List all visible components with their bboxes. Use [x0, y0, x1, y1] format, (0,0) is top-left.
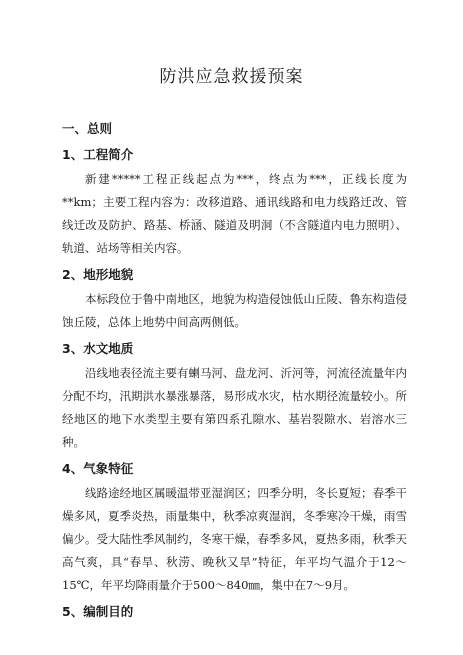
paragraph-terrain: 本标段位于鲁中南地区，地貌为构造侵蚀低山丘陵、鲁东构造侵蚀丘陵，总体上地势中间高两侧低。 [62, 292, 407, 329]
subheading-project-overview: 1、工程简介 [62, 147, 134, 162]
paragraph-hydrogeology: 沿线地表径流主要有蝲马河、盘龙河、沂河等，河流径流量年内分配不均，汛期洪水暴涨暴落，易形成水灾，枯水期径流量较小。所经地区的地下水类型主要有第四系孔隙水、基岩裂隙水、岩溶水三种。 [62, 366, 407, 449]
subheading-climate: 4、气象特征 [62, 461, 134, 476]
subheading-purpose: 5、编制目的 [62, 604, 134, 619]
subheading-terrain: 2、地形地貌 [62, 267, 134, 282]
document-body [62, 118, 407, 625]
subheading-hydrogeology: 3、水文地质 [62, 341, 134, 356]
paragraph-climate: 线路途经地区属暖温带亚湿润区；四季分明，冬长夏短；春季干燥多风，夏季炎热，雨量集中，秋季凉爽湿润，冬季寒冷干燥，雨雪偏少。受大陆性季风制约，冬寒干燥，春季多风，夏热多雨，秋季天高气爽，具“春旱、秋涝、晚秋又旱”特征，年平均气温介于12～15℃，年平均降雨量介于500～840㎜，集中在7～9月。 [62, 486, 407, 592]
section-heading-general: 一、总则 [62, 121, 113, 136]
paragraph-project-overview: 新建*****工程正线起点为***，终点为***，正线长度为**km；主要工程内容为：改移道路、通讯线路和电力线路迁改、管线迁改及防护、路基、桥涵、隧道及明洞（不含隧道内电力照明）、轨道、站场等相关内容。 [62, 172, 407, 255]
document-title: 防洪应急救援预案 [159, 67, 304, 87]
